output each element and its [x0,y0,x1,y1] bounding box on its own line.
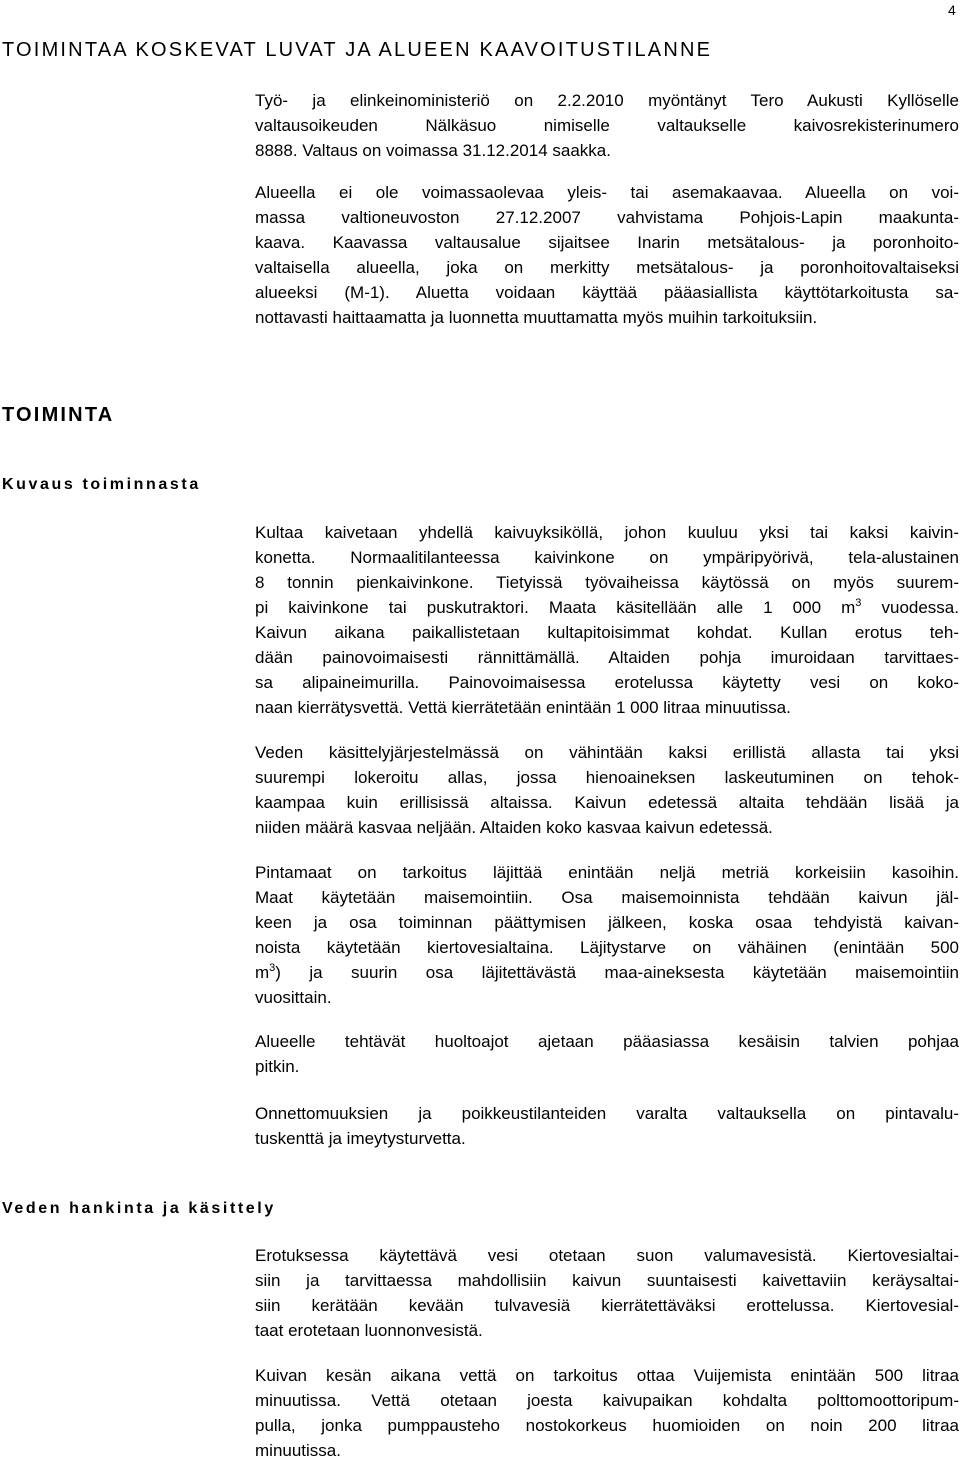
permits-paragraph-2 [255,180,959,330]
text-line: siin ja tarvittaessa mahdollisiin kaivun suuntaisesti kaivettaviin keräysaltai- [255,1271,959,1290]
kuvaus-paragraph-4 [255,1029,959,1079]
kuvaus-paragraph-3 [255,860,959,1010]
section-heading-toiminta: TOIMINTA [2,404,115,426]
text-line: Kuivan kesän aikana vettä on tarkoitus ottaa Vuijemista enintään 500 litraa [255,1366,959,1385]
kuvaus-paragraph-1 [255,520,959,720]
text-line: kaava. Kaavassa valtausalue sijaitsee Inarin metsätalous- ja poronhoito- [255,233,959,252]
veden-paragraph-1 [255,1243,959,1343]
text-line: alueeksi (M-1). Aluetta voidaan käyttää pääasiallista käyttötarkoitusta sa- [255,283,959,302]
veden-paragraph-2 [255,1363,959,1463]
text-line: nottavasti haittaamatta ja luonnetta muuttamatta myös muihin tarkoituksiin. [255,308,818,327]
text-line: taat erotetaan luonnonvesistä. [255,1321,483,1340]
kuvaus-paragraph-5 [255,1101,959,1151]
text-line: suurempi lokeroitu allas, jossa hienoaineksen laskeutuminen on tehok- [255,768,959,787]
text-line: pulla, jonka pumppausteho nostokorkeus huomioiden on noin 200 litraa [255,1416,959,1435]
text-line-with-superscript [255,595,959,620]
text-segment: pi kaivinkone tai puskutraktori. Maata käsitellään alle 1 000 m [255,598,856,617]
text-line: siin kerätään kevään tulvavesiä kierrätettäväksi erottelussa. Kiertovesial- [255,1296,959,1315]
text-line: Onnettomuuksien ja poikkeustilanteiden varalta valtauksella on pintavalu- [255,1104,959,1123]
text-line: minuutissa. Vettä otetaan joesta kaivupaikan kohdalta polttomoottoripum- [255,1391,959,1410]
text-line: massa valtioneuvoston 27.12.2007 vahvistama Pohjois-Lapin maakunta- [255,208,959,227]
text-line: 8888. Valtaus on voimassa 31.12.2014 saakka. [255,141,611,160]
text-line-with-superscript [255,960,959,985]
text-line: Erotuksessa käytettävä vesi otetaan suon valumavesistä. Kiertovesialtai- [255,1246,959,1265]
text-line: tuskenttä ja imeytysturvetta. [255,1129,466,1148]
permits-paragraph-1 [255,88,959,163]
text-line: kaampaa kuin erillisissä altaissa. Kaivun edetessä altaita tehdään lisää ja [255,793,959,812]
text-line: naan kierrätysvettä. Vettä kierrätetään enintään 1 000 litraa minuutissa. [255,698,791,717]
text-line: valtaisella alueella, joka on merkitty metsätalous- ja poronhoitovaltaiseksi [255,258,959,277]
text-line: Alueella ei ole voimassaolevaa yleis- tai asemakaavaa. Alueella on voi- [255,183,959,202]
subheading-kuvaus: Kuvaus toiminnasta [2,476,201,493]
text-line: valtausoikeuden Nälkäsuo nimiselle valtaukselle kaivosrekisterinumero [255,116,959,135]
kuvaus-paragraph-2 [255,740,959,840]
superscript: 3 [855,597,862,609]
page-number: 4 [948,2,956,18]
text-segment: m [255,963,270,982]
text-line: niiden määrä kasvaa neljään. Altaiden koko kasvaa kaivun edetessä. [255,818,773,837]
text-segment: ) ja suurin osa läjitettävästä maa-aineksesta käytetään maisemointiin [275,963,959,982]
text-line: keen ja osa toiminnan päättymisen jälkeen, koska osaa tehdyistä kaivan- [255,913,959,932]
text-line: vuosittain. [255,988,332,1007]
text-segment: vuodessa. [861,598,959,617]
text-line: Työ- ja elinkeinoministeriö on 2.2.2010 myöntänyt Tero Aukusti Kyllöselle [255,91,959,110]
text-line: noista käytetään kiertovesialtaina. Läjitystarve on vähäinen (enintään 500 [255,938,959,957]
text-line: Kaivun aikana paikallistetaan kultapitoisimmat kohdat. Kullan erotus teh- [255,623,959,642]
text-line: Pintamaat on tarkoitus läjittää enintään neljä metriä korkeisiin kasoihin. [255,863,959,882]
text-line: Kultaa kaivetaan yhdellä kaivuyksiköllä, johon kuuluu yksi tai kaksi kaivin- [255,523,959,542]
text-line: Maat käytetään maisemointiin. Osa maisemoinnista tehdään kaivun jäl- [255,888,959,907]
text-line: konetta. Normaalitilanteessa kaivinkone on ympäripyörivä, tela-alustainen [255,548,959,567]
text-line: pitkin. [255,1057,300,1076]
text-line: 8 tonnin pienkaivinkone. Tietyissä työvaiheissa käytössä on myös suurem- [255,573,959,592]
text-line: Alueelle tehtävät huoltoajot ajetaan pääasiassa kesäisin talvien pohjaa [255,1032,959,1051]
superscript: 3 [269,962,276,974]
text-line: Veden käsittelyjärjestelmässä on vähintään kaksi erillistä allasta tai yksi [255,743,959,762]
section-heading-permits: TOIMINTAA KOSKEVAT LUVAT JA ALUEEN KAAVOITUSTILANNE [2,39,713,61]
subheading-veden-hankinta: Veden hankinta ja käsittely [2,1200,276,1217]
text-line: sa alipaineimurilla. Painovoimaisessa erotelussa käytetty vesi on koko- [255,673,959,692]
text-line: dään painovoimaisesti rännittämällä. Altaiden pohja imuroidaan tarvittaes- [255,648,959,667]
text-line: minuutissa. [255,1441,341,1460]
